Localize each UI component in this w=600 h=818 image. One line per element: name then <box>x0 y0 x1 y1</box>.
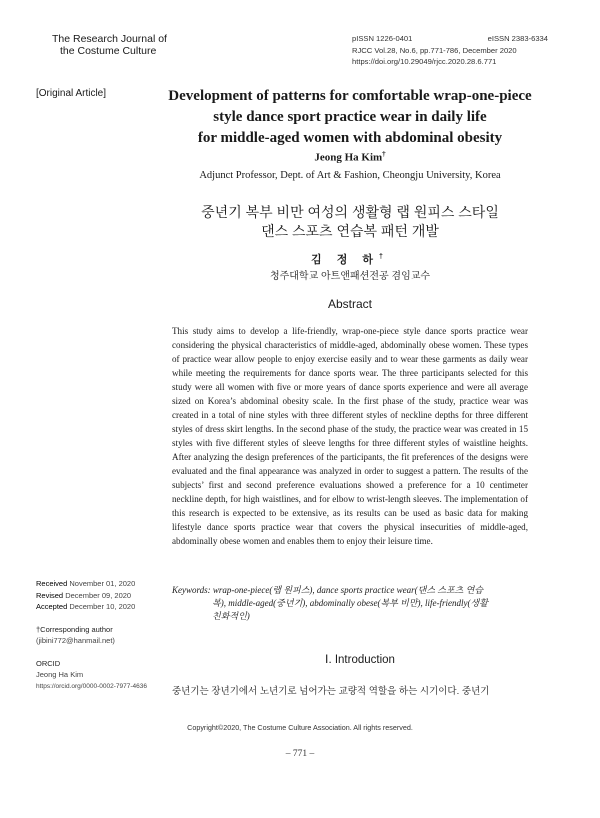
introduction-heading: Ⅰ. Introduction <box>325 654 395 666</box>
english-title-line: Development of patterns for comfortable wrap-one-piece <box>168 88 532 104</box>
orcid-name: Jeong Ha Kim <box>36 670 84 679</box>
article-metadata <box>36 578 147 692</box>
author-english <box>140 150 560 164</box>
keywords-line: wrap-one-piece(랩 원피스), dance sports practice wear(댄스 스포츠 연습 <box>212 585 484 595</box>
page-number: – 771 – <box>285 749 315 759</box>
keywords-line: 친화적인) <box>212 611 250 621</box>
received-label: Received <box>36 579 68 588</box>
keywords-label: Keywords: <box>172 585 211 595</box>
korean-title <box>140 203 560 241</box>
abstract-heading: Abstract <box>327 297 372 311</box>
keywords-line: 복), middle-aged(중년기), abdominally obese(복부 비만), life-friendly(생활 <box>212 598 488 608</box>
english-title <box>140 86 560 149</box>
corresponding-mark: † <box>382 150 386 158</box>
pissn: pISSN 1226-0401 <box>352 34 413 43</box>
article-type: [Original Article] <box>36 88 107 99</box>
journal-name-line1: The Research Journal of <box>52 33 167 45</box>
copyright-notice: Copyright©2020, The Costume Culture Association. All rights reserved. <box>187 723 413 732</box>
accepted-date <box>36 601 147 613</box>
journal-name-line2: the Costume Culture <box>60 45 157 57</box>
doi-link[interactable]: https://doi.org/10.29049/rjcc.2020.28.6.771 <box>352 57 497 66</box>
corresponding-author <box>36 624 147 636</box>
author-korean <box>140 251 560 267</box>
korean-title-line: 중년기 복부 비만 여성의 생활형 랩 원피스 스타일 <box>201 204 499 220</box>
corresponding-label: Corresponding author <box>40 624 113 634</box>
abstract-body: This study aims to develop a life-friendly, wrap-one-piece style dance sports practice wear considering the physical characteristics of middle-aged, abdominally obese women. These types of practice wear allow people to enjoy exercise easily and to wear these garments as daily wear while meeting the requirements for dance sports wear. The three participants selected for this study were all women with five or more years of dance sports experience and were all average sized on Korea’s abdominal obesity scale. In the first phase of the study, practice wear was created in a total of nine styles with three different styles of neckline depths for three different styles of dress skirt lengths. In the second phase of the study, the practice wear was created in 15 styles with five different styles of sleeve lengths for three different styles of waistline heights. After analyzing the design preferences of the participants, the fit preferences of the designs were evaluated and the final appearance was analyzed in order to suggest a pattern. The results of the subjects’ first and second preference evaluations showed a preference for a 10 centimeter neckline depth, for high waistlines, and for elbow to wrist-length sleeves. The implementation of this research is expected to be extensive, as its results can be used as basic data for making lifestyle dance sports practice wear that covers the physical insecurities of middle-aged, abdominally obese women and enables them to enjoy their leisure time. <box>172 326 528 546</box>
affiliation-english: Adjunct Professor, Dept. of Art & Fashion, Cheongju University, Korea <box>199 170 501 181</box>
english-title-line: style dance sport practice wear in daily life <box>213 109 487 125</box>
revised-label: Revised <box>36 590 64 600</box>
corresponding-mark-sidebar: † <box>36 624 41 634</box>
eissn: eISSN 2383-6334 <box>487 34 548 43</box>
affiliation-korean: 청주대학교 아트앤패션전공 겸임교수 <box>269 271 431 282</box>
journal-name <box>52 33 167 57</box>
author-name-korean: 김 정 하 <box>311 254 380 266</box>
orcid-label: ORCID <box>36 658 61 668</box>
keywords <box>172 584 532 623</box>
orcid-link[interactable]: https://orcid.org/0000-0002-7977-4636 <box>36 682 147 690</box>
received-date <box>36 578 147 590</box>
citation: RJCC Vol.28, No.6, pp.771-786, December 2020 <box>352 45 517 55</box>
revised-value: December 09, 2020 <box>65 590 132 600</box>
introduction-first-line: 중년기는 장년기에서 노년기로 넘어가는 교량적 역할을 하는 시기이다. 중년기 <box>172 686 490 697</box>
accepted-value: December 10, 2020 <box>69 602 136 611</box>
english-title-line: for middle-aged women with abdominal obesity <box>197 130 503 146</box>
issn-block <box>352 33 548 68</box>
revised-date <box>36 590 147 602</box>
author-name-english: Jeong Ha Kim <box>314 151 383 164</box>
corresponding-mark-korean: † <box>379 253 389 261</box>
corresponding-email[interactable]: (jibini772@hanmail.net) <box>36 636 115 645</box>
received-value: November 01, 2020 <box>69 579 136 588</box>
accepted-label: Accepted <box>36 602 68 611</box>
korean-title-line: 댄스 스포츠 연습복 패턴 개발 <box>261 223 439 239</box>
